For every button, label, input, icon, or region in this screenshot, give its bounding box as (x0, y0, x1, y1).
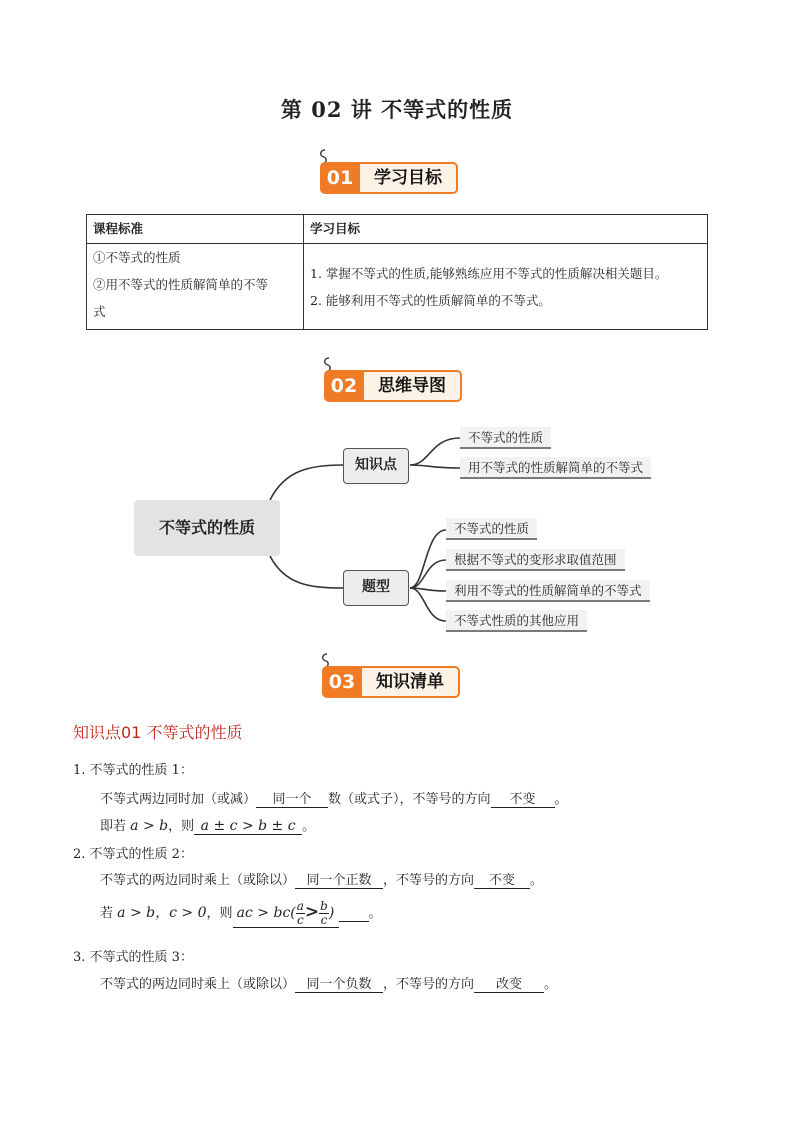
text-segment: 。 (544, 977, 558, 992)
section-badge-mindmap (320, 356, 480, 406)
text-segment: ，不等号的方向 (383, 977, 475, 992)
property-3-title: 3. 不等式的性质 3： (73, 950, 193, 965)
fill-blank: 不变 (491, 788, 555, 808)
standard-item: 式 (93, 304, 106, 319)
fill-blank: 改变 (474, 973, 544, 993)
text-segment: 不等式的两边同时乘上（或除以） (100, 977, 296, 992)
fill-blank: 同一个正数 (295, 869, 383, 889)
fill-blank: a ± c > b ± c (194, 818, 302, 835)
section-label: 思维导图 (364, 370, 462, 402)
text-segment: 。 (530, 873, 544, 888)
mindmap-branch-knowledge: 知识点 (343, 448, 409, 484)
property-1-text (100, 788, 568, 808)
section-badge-goals (316, 148, 476, 198)
target-item: 2. 能够利用不等式的性质解简单的不等式。 (310, 292, 551, 308)
mindmap-leaf: 用不等式的性质解简单的不等式 (460, 457, 651, 479)
text-segment: ，则 (206, 906, 233, 921)
text-segment: 不等式的两边同时乘上（或除以） (100, 873, 296, 888)
mindmap-branch-questions: 题型 (343, 570, 409, 606)
text-segment: ，则 (168, 819, 195, 834)
text-segment: 数（或式子），不等号的方向 (328, 792, 491, 807)
text-segment: 即若 (100, 819, 127, 834)
mindmap-leaf: 不等式的性质 (460, 427, 551, 449)
fill-blank: 不变 (474, 869, 530, 889)
fill-blank (339, 906, 369, 922)
knowledge-point-heading: 知识点01 不等式的性质 (73, 723, 243, 742)
mindmap-leaf: 根据不等式的变形求取值范围 (446, 549, 625, 571)
property-3-text (100, 973, 557, 993)
mindmap-root: 不等式的性质 (134, 500, 280, 556)
target-item: 1. 掌握不等式的性质,能够熟练应用不等式的性质解决相关题目。 (310, 265, 668, 281)
text-segment: 。 (554, 792, 568, 807)
paren: ( (290, 905, 296, 921)
section-number: 02 (324, 370, 364, 402)
text-segment: 。 (302, 819, 316, 834)
paren: ) (328, 905, 335, 921)
targets-cell (304, 244, 708, 330)
standards-cell (87, 244, 304, 330)
mindmap-leaf: 不等式性质的其他应用 (446, 610, 587, 632)
property-2-example (100, 900, 382, 928)
denominator: c (320, 913, 328, 927)
mindmap-leaf: 利用不等式的性质解简单的不等式 (446, 580, 650, 602)
section-number: 01 (320, 162, 360, 194)
text-segment: 若 (100, 906, 114, 921)
math-condition: a > b，c > 0 (117, 905, 207, 921)
gt-sign: > (304, 902, 320, 922)
text-segment: 。 (368, 906, 382, 921)
math-condition: a > b (130, 818, 169, 834)
section-label: 学习目标 (360, 162, 458, 194)
text-segment: ，不等号的方向 (383, 873, 475, 888)
page-title: 第 02 讲 不等式的性质 (280, 97, 514, 122)
property-1-title: 1. 不等式的性质 1： (73, 763, 193, 778)
property-1-example (100, 815, 315, 835)
property-2-text (100, 869, 543, 889)
section-label: 知识清单 (362, 666, 460, 698)
text-segment: 不等式两边同时加（或减） (100, 792, 257, 807)
fill-blank-fraction (233, 900, 339, 928)
goals-table (86, 214, 708, 330)
table-header: 学习目标 (304, 215, 708, 244)
section-number: 03 (322, 666, 362, 698)
fill-blank: 同一个负数 (295, 973, 383, 993)
denominator: c (296, 913, 304, 927)
math-answer: ac > bc (236, 905, 291, 921)
fraction (296, 900, 305, 927)
numerator: b (320, 899, 328, 913)
numerator: a (296, 899, 304, 913)
property-2-title: 2. 不等式的性质 2： (73, 847, 193, 862)
standard-item: ①不等式的性质 (93, 250, 181, 265)
fill-blank: 同一个 (256, 788, 328, 808)
table-header: 课程标准 (87, 215, 304, 244)
mindmap-leaf: 不等式的性质 (446, 518, 537, 540)
fraction (319, 900, 329, 927)
section-badge-knowledge (318, 652, 478, 702)
standard-item: ②用不等式的性质解简单的不等 (93, 277, 269, 292)
